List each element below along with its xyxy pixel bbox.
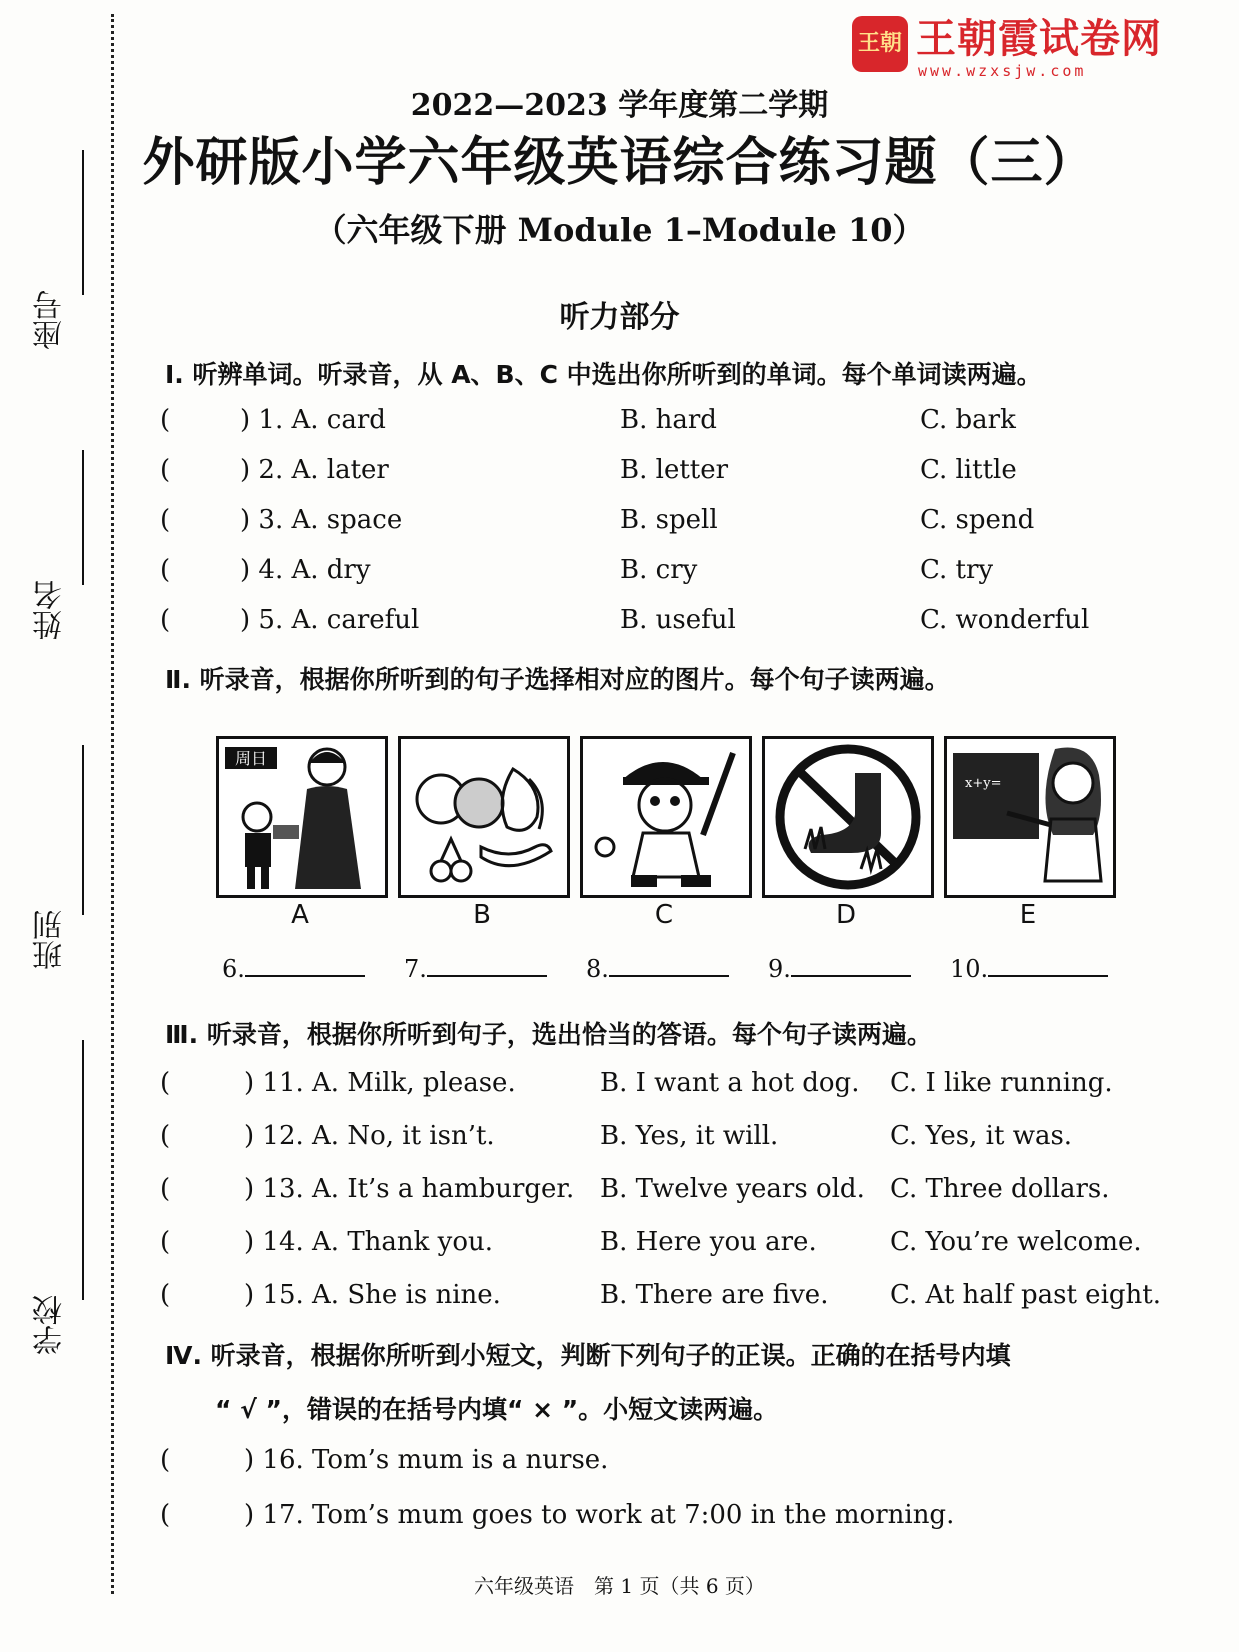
option-a: ) 15. A. She is nine. bbox=[244, 1280, 501, 1310]
answer-paren[interactable]: ( bbox=[160, 555, 171, 585]
school-field bbox=[22, 1040, 82, 1360]
section-1-heading: Ⅰ. 听辨单词。听录音，从 A、B、C 中选出你所听到的单词。每个单词读两遍。 bbox=[165, 360, 1042, 389]
section-2-heading: Ⅱ. 听录音，根据你所听到的句子选择相对应的图片。每个句子读两遍。 bbox=[165, 665, 950, 694]
option-a: ) 5. A. careful bbox=[240, 605, 420, 635]
logo-name: 王朝霞试卷网 bbox=[916, 16, 1162, 62]
option-c: C. Yes, it was. bbox=[890, 1121, 1073, 1151]
name-line[interactable] bbox=[82, 450, 84, 585]
answer-paren[interactable]: ( bbox=[160, 405, 171, 435]
answer-paren[interactable]: ( bbox=[160, 1280, 171, 1310]
part-heading: 听力部分 bbox=[559, 300, 680, 335]
option-a: ) 14. A. Thank you. bbox=[244, 1227, 494, 1257]
class-label: 班别 bbox=[33, 910, 68, 970]
option-c: C. spend bbox=[920, 505, 1035, 535]
picture-c-illustration bbox=[583, 739, 749, 895]
picture-d-illustration bbox=[765, 739, 931, 895]
class-field bbox=[22, 745, 82, 985]
answer-paren[interactable]: ( bbox=[160, 1227, 171, 1257]
section-3-heading: Ⅲ. 听录音，根据你所听到句子，选出恰当的答语。每个句子读两遍。 bbox=[165, 1020, 932, 1049]
option-a: ) 12. A. No, it isn’t. bbox=[244, 1121, 495, 1151]
picture-d-no-walking-on-grass[interactable] bbox=[762, 736, 934, 898]
logo-url: www.wzxsjw.com bbox=[918, 62, 1087, 80]
option-a: ) 2. A. later bbox=[240, 455, 389, 485]
answer-paren[interactable]: ( bbox=[160, 455, 171, 485]
option-c: C. little bbox=[920, 455, 1017, 485]
option-c: C. You’re welcome. bbox=[890, 1227, 1142, 1257]
answer-paren[interactable]: ( bbox=[160, 1068, 171, 1098]
option-b: B. hard bbox=[620, 405, 717, 435]
statement: ) 16. Tom’s mum is a nurse. bbox=[244, 1445, 609, 1475]
option-b: B. cry bbox=[620, 555, 698, 585]
option-c: C. try bbox=[920, 555, 994, 585]
picture-b-illustration bbox=[401, 739, 567, 895]
blank-number: 6. bbox=[222, 955, 245, 983]
picture-label-a: A bbox=[291, 900, 309, 930]
blank-number: 7. bbox=[404, 955, 427, 983]
page-title: 外研版小学六年级英语综合练习题（三） bbox=[142, 132, 1097, 193]
answer-paren[interactable]: ( bbox=[160, 505, 171, 535]
answer-paren[interactable]: ( bbox=[160, 1500, 171, 1530]
site-logo[interactable] bbox=[852, 16, 1172, 80]
picture-label-e: E bbox=[1019, 900, 1037, 930]
answer-paren[interactable]: ( bbox=[160, 605, 171, 635]
option-b: B. Yes, it will. bbox=[600, 1121, 779, 1151]
picture-c-baseball-boy[interactable] bbox=[580, 736, 752, 898]
page-footer: 六年级英语 第 1 页（共 6 页） bbox=[474, 1574, 765, 1598]
answer-blank-8[interactable] bbox=[586, 955, 729, 983]
option-b: B. I want a hot dog. bbox=[600, 1068, 860, 1098]
option-a: ) 13. A. It’s a hamburger. bbox=[244, 1174, 575, 1204]
blank-number: 10. bbox=[950, 955, 989, 983]
answer-blank-7[interactable] bbox=[404, 955, 547, 983]
option-b: B. spell bbox=[620, 505, 718, 535]
logo-badge-icon: 王朝 bbox=[852, 16, 908, 72]
picture-a-sunday-gift[interactable] bbox=[216, 736, 388, 898]
option-a: ) 1. A. card bbox=[240, 405, 386, 435]
option-b: B. There are five. bbox=[600, 1280, 829, 1310]
name-label: 姓名 bbox=[33, 580, 68, 640]
blank-number: 9. bbox=[768, 955, 791, 983]
seat-label: 座号 bbox=[33, 290, 68, 350]
binding-dotted-line bbox=[111, 14, 114, 1594]
blank-number: 8. bbox=[586, 955, 609, 983]
picture-b-fruits[interactable] bbox=[398, 736, 570, 898]
answer-blank-6[interactable] bbox=[222, 955, 365, 983]
option-c: C. At half past eight. bbox=[890, 1280, 1161, 1310]
name-field bbox=[22, 450, 82, 650]
option-c: C. bark bbox=[920, 405, 1016, 435]
option-a: ) 11. A. Milk, please. bbox=[244, 1068, 516, 1098]
school-label: 学校 bbox=[33, 1295, 68, 1355]
section-4-heading-cont: “ √ ”，错误的在括号内填“ × ”。小短文读两遍。 bbox=[215, 1395, 779, 1424]
section-4-heading: Ⅳ. 听录音，根据你所听到小短文，判断下列句子的正误。正确的在括号内填 bbox=[165, 1341, 1011, 1370]
answer-blank-9[interactable] bbox=[768, 955, 911, 983]
school-year: 2022—2023 学年度第二学期 bbox=[410, 88, 829, 123]
option-c: C. Three dollars. bbox=[890, 1174, 1110, 1204]
option-b: B. useful bbox=[620, 605, 736, 635]
picture-a-sign-text: 周日 bbox=[234, 749, 268, 768]
picture-e-illustration bbox=[947, 739, 1113, 895]
board-formula-text: x+y= bbox=[965, 776, 1002, 791]
option-a: ) 3. A. space bbox=[240, 505, 403, 535]
answer-paren[interactable]: ( bbox=[160, 1445, 171, 1475]
answer-paren[interactable]: ( bbox=[160, 1174, 171, 1204]
option-c: C. I like running. bbox=[890, 1068, 1113, 1098]
page-subtitle: （六年级下册 Module 1–Module 10） bbox=[314, 211, 925, 249]
option-b: B. letter bbox=[620, 455, 729, 485]
picture-a-illustration bbox=[219, 739, 385, 895]
picture-label-d: D bbox=[835, 900, 857, 930]
class-line[interactable] bbox=[82, 745, 84, 915]
school-line[interactable] bbox=[82, 1040, 84, 1300]
picture-e-teacher-at-board[interactable] bbox=[944, 736, 1116, 898]
answer-blank-10[interactable] bbox=[950, 955, 1108, 983]
answer-paren[interactable]: ( bbox=[160, 1121, 171, 1151]
statement: ) 17. Tom’s mum goes to work at 7:00 in the morning. bbox=[244, 1500, 955, 1530]
option-a: ) 4. A. dry bbox=[240, 555, 371, 585]
picture-label-c: C bbox=[654, 900, 674, 930]
option-b: B. Twelve years old. bbox=[600, 1174, 865, 1204]
option-b: B. Here you are. bbox=[600, 1227, 817, 1257]
option-c: C. wonderful bbox=[920, 605, 1090, 635]
picture-label-b: B bbox=[473, 900, 491, 930]
